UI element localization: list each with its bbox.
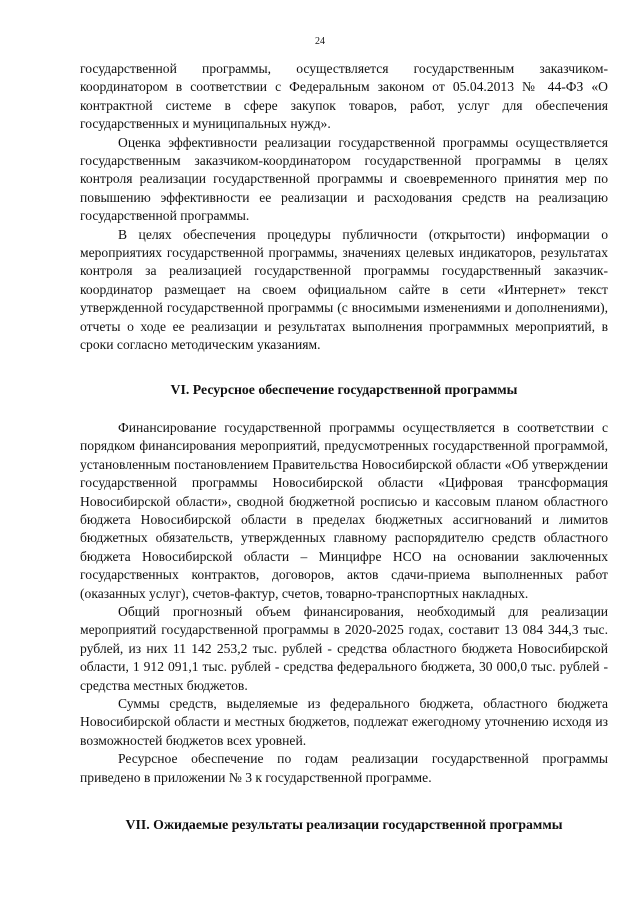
paragraph-continuation: государственной программы, осуществляется государственным заказчиком-координатором в соответствии с Федеральным законом от 05.04.2013 № 44-ФЗ «О контрактной системе в сфере закупок товаров, работ, услуг для обеспечения государственных и муниципальных нужд».: [80, 61, 608, 132]
paragraph-financing-volume: Общий прогнозный объем финансирования, необходимый для реализации мероприятий государственной программы в 2020-2025 годах, составит 13 084 344,3 тыс. рублей, из них 11 142 253,2 тыс. рублей - средства областного бюджета Новосибирской области, 1 912 091,1 тыс. рублей - средства федерального бюджета, 30 000,0 тыс. рублей - средства местных бюджетов.: [80, 603, 608, 693]
paragraph-efficiency-assessment: Оценка эффективности реализации государственной программы осуществляется государственным заказчиком-координатором государственной программы в целях контроля реализации государственной программы и своевременного принятия мер по повышению эффективности ее реализации и расходования средств на реализацию государственной программы.: [80, 134, 608, 224]
paragraph-publicity: В целях обеспечения процедуры публичности (открытости) информации о мероприятиях государственной программы, значениях целевых индикаторов, результатах контроля за реализацией государственной программы государственный заказчик-координатор размещает на своем официальном сайте в сети «Интернет» текст утвержденной государственной программы (с вносимыми изменениями и дополнениями), отчеты о ходе ее реализации и результатах выполнения программных мероприятий, в сроки согласно методическим указаниям.: [80, 226, 608, 353]
paragraph-annual-adjustment: Суммы средств, выделяемые из федерального бюджета, областного бюджета Новосибирской области и местных бюджетов, подлежат ежегодному уточнению исходя из возможностей бюджетов всех уровней.: [80, 696, 608, 748]
document-body: [80, 60, 608, 834]
paragraph-appendix-reference: Ресурсное обеспечение по годам реализации государственной программы приведено в приложении № 3 к государственной программе.: [80, 751, 608, 785]
section-heading-vi: VI. Ресурсное обеспечение государственной программы: [170, 381, 518, 397]
paragraph-financing-order: Финансирование государственной программы осуществляется в соответствии с порядком финансирования мероприятий, предусмотренных государственной программой, установленным постановлением Правительства Новосибирской области «Об утверждении государственной программы Новосибирской области «Цифровая трансформация Новосибирской области», сводной бюджетной росписью и кассовым планом областного бюджета Новосибирской области в пределах бюджетных ассигнований и лимитов бюджетных обязательств, утвержденных главному распорядителю средств областного бюджета Новосибирской области – Минцифре НСО на основании заключенных государственных контрактов, договоров, актов сдачи-приема выполненных работ (оказанных услуг), счетов-фактур, счетов, товарно-транспортных накладных.: [80, 419, 608, 601]
page-number: 24: [315, 36, 325, 47]
section-heading-vii: VII. Ожидаемые результаты реализации государственной программы: [125, 817, 563, 833]
